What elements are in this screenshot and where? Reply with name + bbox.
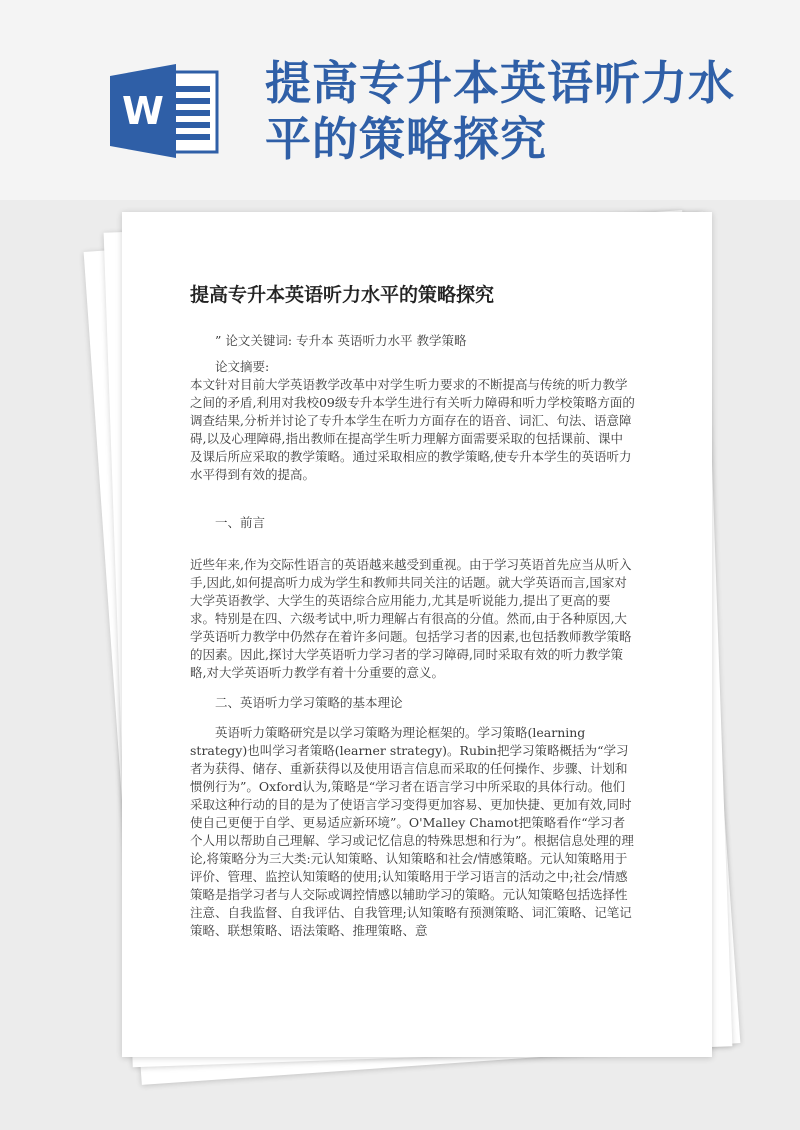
banner-title: 提高专升本英语听力水平的策略探究 <box>265 56 735 166</box>
section-heading: 二、英语听力学习策略的基本理论 <box>215 695 403 710</box>
document-title: 提高专升本英语听力水平的策略探究 <box>190 284 495 306</box>
keywords-line: ” 论文关键词: 专升本 英语听力水平 教学策略 <box>215 333 467 348</box>
word-document-icon <box>110 62 220 160</box>
logo-letter: W <box>122 89 164 133</box>
section-paragraph: 英语听力策略研究是以学习策略为理论框架的。学习策略(learning strategy)也叫学习者策略(learner strategy)。Rubin把学习策略概括为“学习者为获得、储存、重新获得以及使用语言信息而采取的任何操作、步骤、计划和惯例行为”。Oxford认为,策略是“学习者在语言学习中所采取的具体行动。他们采取这种行动的目的是为了使语言学习变得更加容易、更加快捷、更加有效,同时使自己更便于自学、更易适应新环境”。O'Malley Chamot把策略看作“学习者个人用以帮助自己理解、学习或记忆信息的特殊思想和行为”。根据信息处理的理论,将策略分为三大类:元认知策略、认知策略和社会/情感策略。元认知策略用于评价、管理、监控认知策略的使用;认知策略用于学习语言的活动之中;社会/情感策略是指学习者与人交际或调控情感以辅助学习的策略。元认知策略包括选择性注意、自我监督、自我评估、自我管理;认知策略有预测策略、词汇策略、记笔记策略、联想策略、语法策略、推理策略、意 <box>190 725 634 938</box>
section-paragraph: 近些年来,作为交际性语言的英语越来越受到重视。由于学习英语首先应当从听入手,因此,如何提高听力成为学生和教师共同关注的话题。就大学英语而言,国家对大学英语教学、大学生的英语综合应用能力,尤其是听说能力,提出了更高的要求。特别是在四、六级考试中,听力理解占有很高的分值。然而,由于各种原因,大学英语听力教学中仍然存在着许多问题。包括学习者的因素,也包括教师教学策略的因素。因此,探讨大学英语听力学习者的学习障碍,同时采取有效的听力教学策略,对大学英语听力教学有着十分重要的意义。 <box>190 557 632 680</box>
banner <box>0 0 800 200</box>
abstract-text: 本文针对目前大学英语教学改革中对学生听力要求的不断提高与传统的听力教学之间的矛盾,利用对我校09级专升本学生进行有关听力障碍和听力学校策略方面的调查结果,分析并讨论了专升本学生在听力方面存在的语音、词汇、句法、语意障碍,以及心理障碍,指出教师在提高学生听力理解方面需要采取的包括课前、课中及课后所应采取的教学策略。通过采取相应的教学策略,使专升本学生的英语听力水平得到有效的提高。 <box>190 377 635 482</box>
section-heading: 一、前言 <box>215 515 266 530</box>
abstract-label: 论文摘要: <box>215 359 270 374</box>
